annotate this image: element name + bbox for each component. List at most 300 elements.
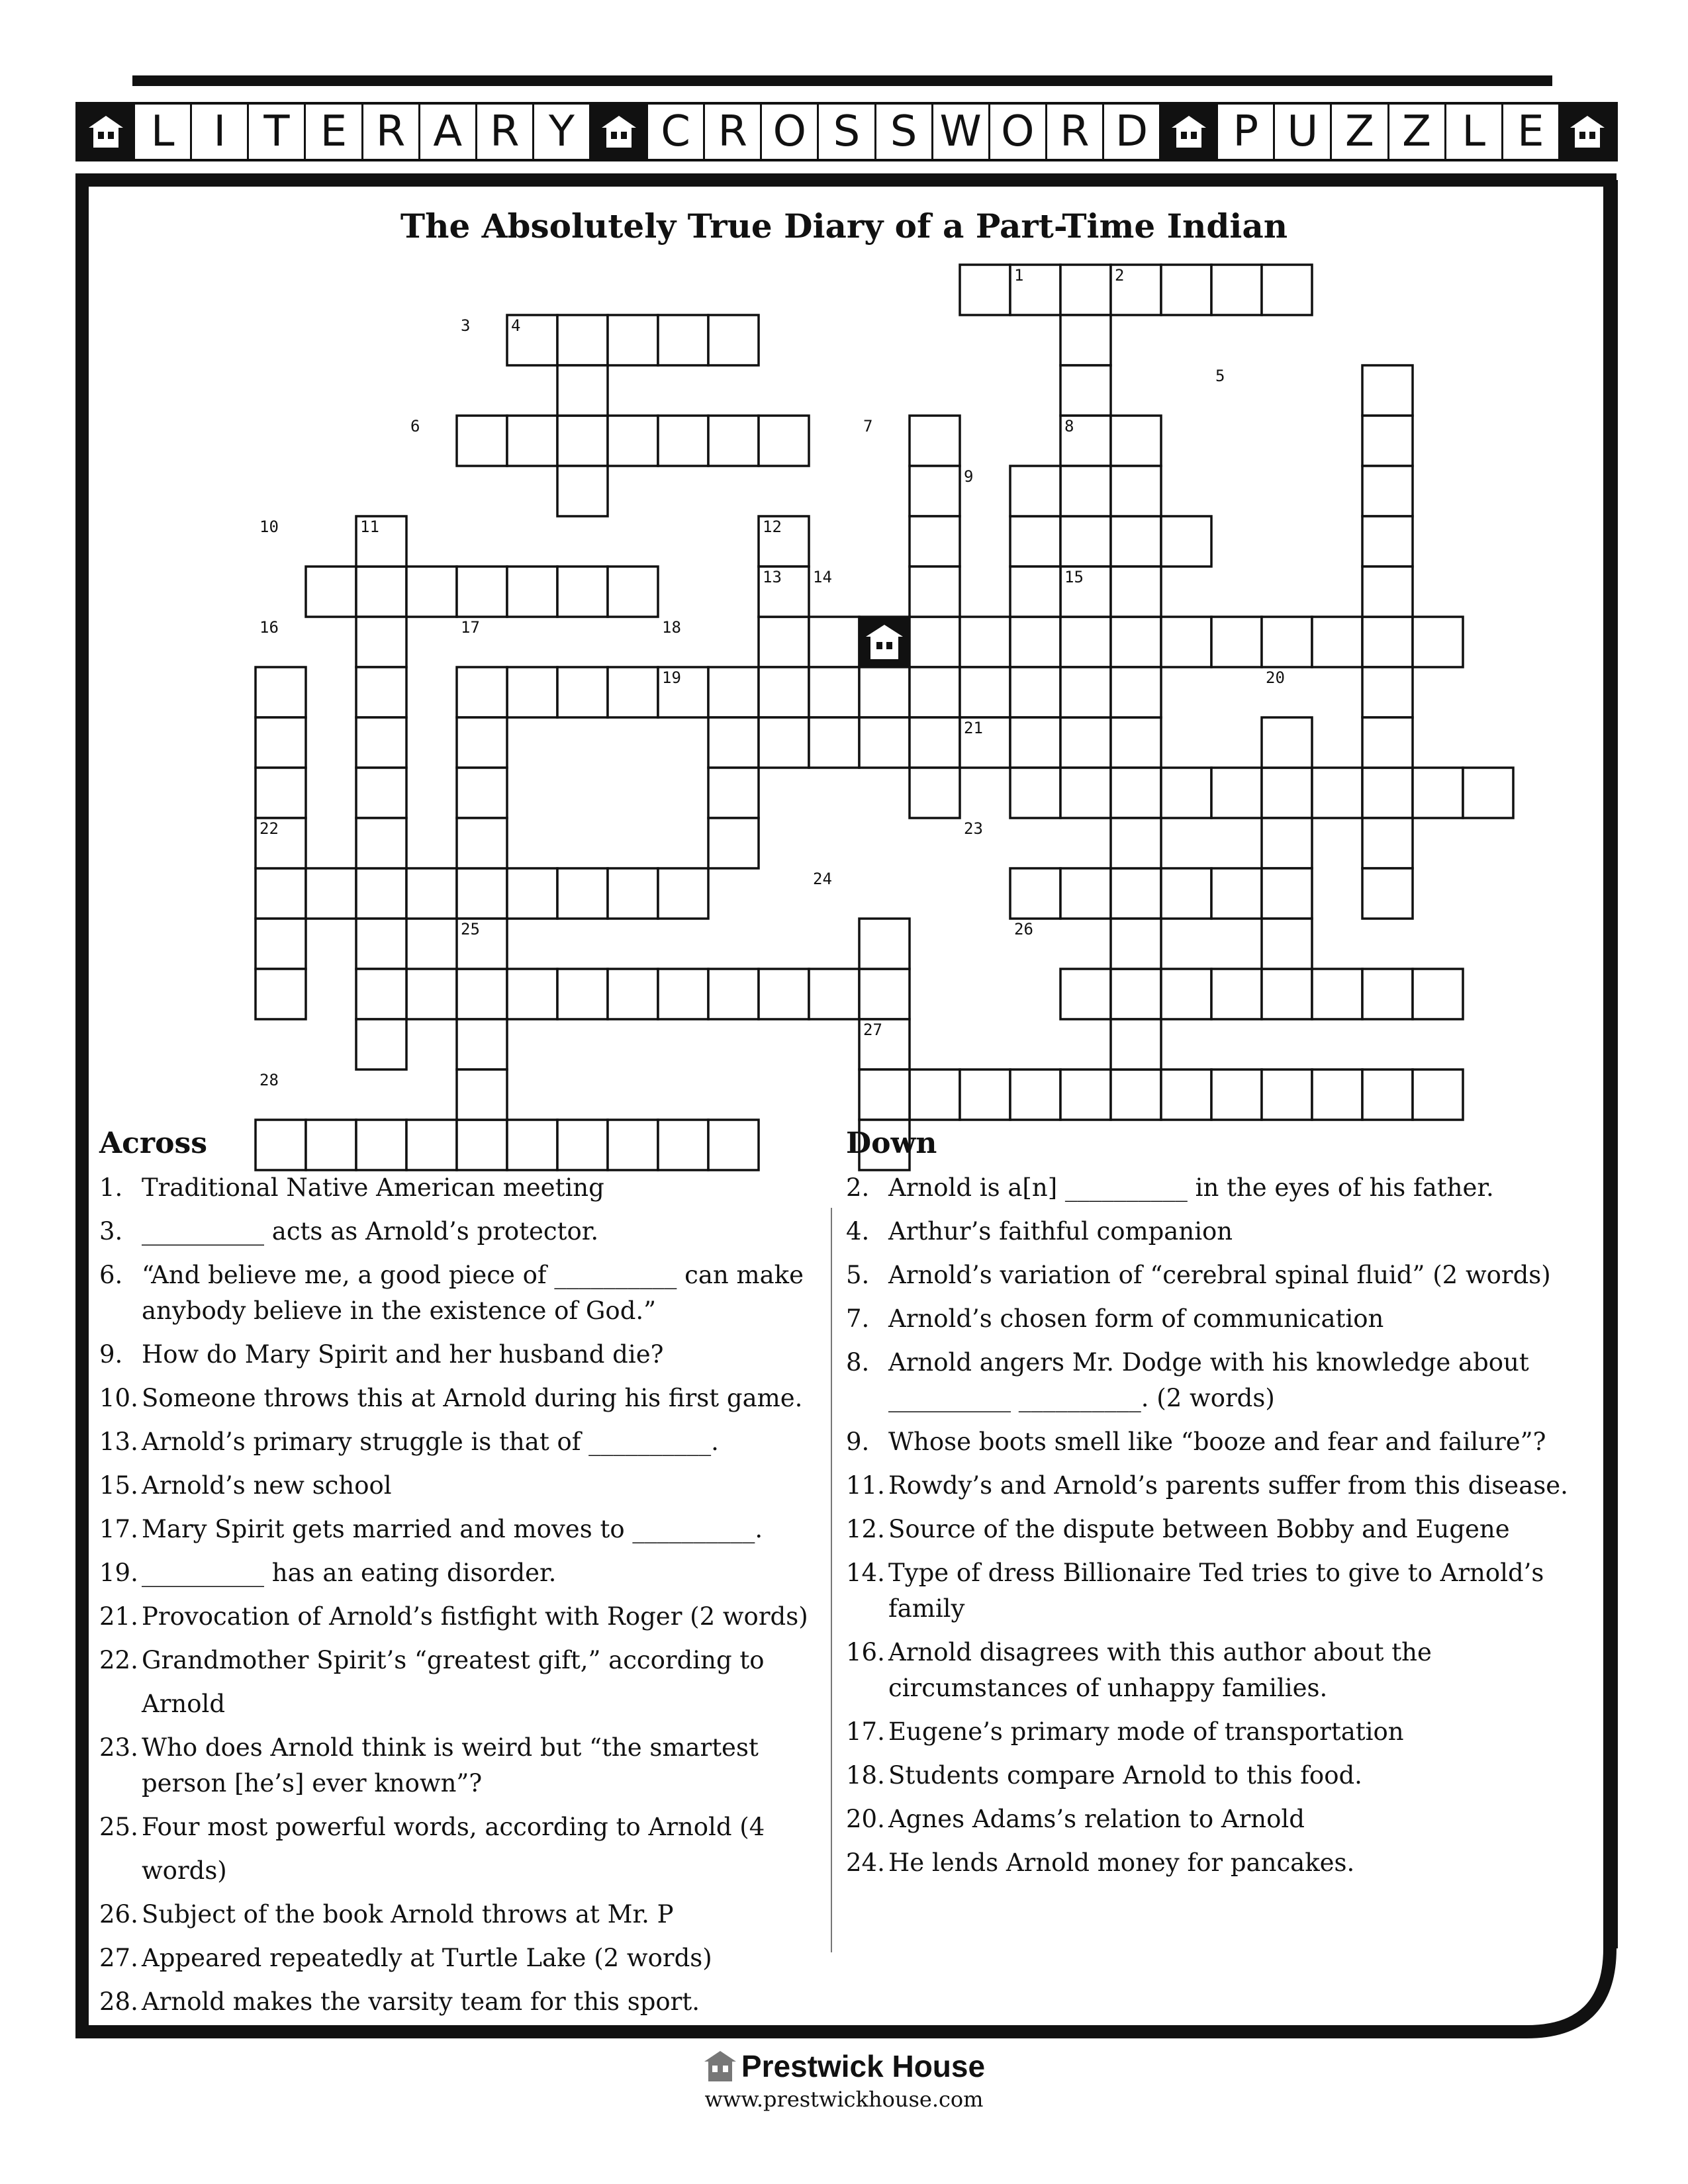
grid-cell[interactable]: [1111, 667, 1161, 717]
grid-cell[interactable]: [507, 416, 557, 466]
grid-cell[interactable]: [708, 667, 759, 717]
grid-cell[interactable]: [406, 868, 457, 919]
clue-text: Someone throws this at Arnold during his first game.: [142, 1384, 803, 1412]
grid-cell[interactable]: [1060, 1069, 1111, 1120]
grid-cell[interactable]: [1262, 768, 1312, 818]
grid-cell[interactable]: [1262, 717, 1312, 768]
grid-clue-number: 19: [662, 668, 681, 687]
grid-clue-number: 27: [863, 1021, 882, 1039]
grid-cell[interactable]: [1010, 567, 1060, 617]
clue-number: 25.: [99, 1813, 138, 1841]
down-clue: [846, 1508, 1574, 1551]
grid-cell[interactable]: [1111, 617, 1161, 667]
grid-cell[interactable]: [608, 567, 658, 617]
grid-clue-number: 21: [964, 719, 983, 737]
grid-cell[interactable]: [557, 567, 608, 617]
grid-cell[interactable]: [457, 717, 507, 768]
column-divider: [831, 1208, 832, 1952]
grid-cell[interactable]: [1111, 969, 1161, 1019]
grid-cell[interactable]: [1161, 516, 1211, 567]
grid-cell[interactable]: [1010, 617, 1060, 667]
grid-cell[interactable]: [406, 567, 457, 617]
grid-cell[interactable]: [759, 416, 809, 466]
footer-url[interactable]: www.prestwickhouse.com: [704, 2087, 984, 2112]
across-clue: [99, 1805, 814, 1893]
banner-letter: U: [1275, 105, 1332, 159]
grid-cell[interactable]: [1111, 919, 1161, 969]
clue-text: He lends Arnold money for pancakes.: [888, 1848, 1355, 1877]
banner-letter: R: [1047, 105, 1104, 159]
clue-text: Arthur’s faithful companion: [888, 1217, 1233, 1246]
grid-cell[interactable]: [1111, 1019, 1161, 1069]
grid-clue-number: 23: [964, 819, 983, 838]
grid-cell[interactable]: [859, 667, 910, 717]
clue-text: Agnes Adams’s relation to Arnold: [888, 1805, 1305, 1833]
grid-cell[interactable]: [1010, 516, 1060, 567]
clue-number: 22.: [99, 1646, 138, 1674]
banner-letter: R: [705, 105, 762, 159]
down-clue: [846, 1253, 1574, 1297]
grid-cell[interactable]: [557, 868, 608, 919]
grid-cell[interactable]: [256, 768, 306, 818]
grid-cell[interactable]: [859, 969, 910, 1019]
grid-cell[interactable]: [809, 617, 859, 667]
clue-number: 24.: [846, 1848, 885, 1877]
grid-cell[interactable]: [1262, 818, 1312, 868]
grid-clue-number: 12: [763, 518, 782, 536]
grid-cell[interactable]: [1111, 516, 1161, 567]
grid-cell[interactable]: [910, 567, 960, 617]
down-clue: [846, 1797, 1574, 1841]
clue-number: 17.: [99, 1515, 138, 1543]
grid-cell[interactable]: [1060, 717, 1111, 768]
grid-cell[interactable]: [1362, 717, 1413, 768]
clue-number: 10.: [99, 1384, 138, 1412]
clue-number: 7.: [846, 1304, 870, 1333]
banner-letter: O: [762, 105, 819, 159]
grid-cell[interactable]: [1362, 667, 1413, 717]
grid-cell[interactable]: [910, 617, 960, 667]
grid-cell[interactable]: [1111, 416, 1161, 466]
grid-cell[interactable]: [1262, 969, 1312, 1019]
grid-clue-number: 20: [1266, 668, 1285, 687]
clue-text: Arnold’s new school: [142, 1471, 392, 1500]
banner-letter: O: [990, 105, 1047, 159]
across-clue: [99, 1253, 814, 1333]
across-clue: [99, 1166, 814, 1210]
banner-letter: T: [249, 105, 306, 159]
clue-text: Subject of the book Arnold throws at Mr. P: [142, 1900, 674, 1929]
grid-cell[interactable]: [557, 315, 608, 365]
grid-cell[interactable]: [1060, 365, 1111, 416]
grid-cell[interactable]: [1211, 265, 1262, 315]
clue-text: Traditional Native American meeting: [142, 1173, 604, 1202]
grid-cell[interactable]: [1362, 466, 1413, 516]
grid-cell[interactable]: [256, 667, 306, 717]
grid-cell[interactable]: [1161, 617, 1211, 667]
grid-cell[interactable]: [1060, 617, 1111, 667]
grid-cell[interactable]: [406, 969, 457, 1019]
grid-cell[interactable]: [960, 1069, 1010, 1120]
grid-cell[interactable]: [1211, 617, 1262, 667]
grid-clue-number: 9: [964, 467, 974, 486]
grid-cell[interactable]: [356, 919, 406, 969]
grid-cell[interactable]: [859, 1069, 910, 1120]
clue-text: __________ acts as Arnold’s protector.: [142, 1217, 599, 1246]
grid-clue-number: 13: [763, 568, 782, 586]
grid-cell[interactable]: [507, 868, 557, 919]
grid-cell[interactable]: [1060, 868, 1111, 919]
grid-cell[interactable]: [658, 315, 708, 365]
grid-clue-number: 17: [461, 618, 480, 637]
clue-number: 2.: [846, 1173, 870, 1202]
grid-cell[interactable]: [1060, 466, 1111, 516]
clue-text: Arnold’s primary struggle is that of __________.: [142, 1428, 719, 1456]
across-clue: [99, 1595, 814, 1639]
grid-cell[interactable]: [608, 969, 658, 1019]
grid-cell[interactable]: [1362, 818, 1413, 868]
grid-cell[interactable]: [1312, 969, 1362, 1019]
grid-cell[interactable]: [1211, 1069, 1262, 1120]
grid-clue-number: 1: [1014, 266, 1024, 285]
grid-cell[interactable]: [910, 717, 960, 768]
grid-cell[interactable]: [1312, 768, 1362, 818]
grid-cell[interactable]: [1211, 868, 1262, 919]
grid-cell[interactable]: [557, 365, 608, 416]
grid-cell[interactable]: [306, 868, 356, 919]
grid-cell[interactable]: [809, 969, 859, 1019]
grid-cell[interactable]: [1111, 466, 1161, 516]
grid-cell[interactable]: [708, 969, 759, 1019]
grid-cell[interactable]: [457, 768, 507, 818]
grid-cell[interactable]: [1161, 868, 1211, 919]
across-clue: [99, 1464, 814, 1508]
grid-cell[interactable]: [859, 919, 910, 969]
banner-letter: R: [363, 105, 420, 159]
grid-cell[interactable]: [1010, 868, 1060, 919]
grid-cell[interactable]: [256, 868, 306, 919]
grid-cell[interactable]: [1413, 969, 1463, 1019]
clue-number: 6.: [99, 1261, 123, 1289]
across-heading: Across: [99, 1126, 208, 1160]
across-clue: [99, 1726, 814, 1805]
clue-text: Arnold makes the varsity team for this sport.: [142, 1987, 700, 2016]
grid-cell[interactable]: [1060, 969, 1111, 1019]
footer-brand[interactable]: [703, 2048, 985, 2084]
banner-letter: L: [135, 105, 192, 159]
grid-cell[interactable]: [910, 516, 960, 567]
grid-cell[interactable]: [1060, 516, 1111, 567]
clue-number: 17.: [846, 1717, 885, 1746]
grid-cell[interactable]: [256, 919, 306, 969]
down-clue: [846, 1710, 1574, 1754]
grid-cell[interactable]: [507, 969, 557, 1019]
grid-cell[interactable]: [809, 717, 859, 768]
banner-letter: D: [1104, 105, 1161, 159]
grid-cell[interactable]: [608, 667, 658, 717]
grid-cell[interactable]: [1312, 1069, 1362, 1120]
across-clues: [99, 1125, 814, 2024]
clue-text: How do Mary Spirit and her husband die?: [142, 1340, 664, 1369]
clue-text: Arnold’s variation of “cerebral spinal fluid” (2 words): [888, 1261, 1551, 1289]
grid-cell[interactable]: [1161, 265, 1211, 315]
grid-cell[interactable]: [457, 818, 507, 868]
clue-text: Arnold is a[n] __________ in the eyes of his father.: [888, 1173, 1494, 1202]
grid-cell[interactable]: [356, 567, 406, 617]
grid-clue-number: 15: [1064, 568, 1084, 586]
grid-cell[interactable]: [1312, 617, 1362, 667]
grid-clue-number: 26: [1014, 920, 1033, 938]
grid-clue-number: 8: [1064, 417, 1074, 435]
grid-clue-number: 14: [813, 568, 832, 586]
clue-number: 12.: [846, 1515, 885, 1543]
grid-cell[interactable]: [1161, 969, 1211, 1019]
clue-number: 19.: [99, 1559, 138, 1587]
grid-cell[interactable]: [1111, 818, 1161, 868]
grid-cell[interactable]: [708, 717, 759, 768]
clue-text: Eugene’s primary mode of transportation: [888, 1717, 1404, 1746]
grid-cell[interactable]: [457, 416, 507, 466]
clue-number: 9.: [99, 1340, 123, 1369]
across-clue: [99, 1420, 814, 1464]
grid-cell[interactable]: [1111, 1069, 1161, 1120]
grid-clue-number: 10: [259, 518, 279, 536]
grid-cell[interactable]: [1010, 667, 1060, 717]
banner-letter: W: [933, 105, 990, 159]
grid-cell[interactable]: [1010, 768, 1060, 818]
banner-letter: S: [876, 105, 933, 159]
grid-cell[interactable]: [557, 667, 608, 717]
grid-cell[interactable]: [457, 567, 507, 617]
clue-text: __________ has an eating disorder.: [142, 1559, 557, 1587]
grid-cell[interactable]: [960, 667, 1010, 717]
grid-clue-number: 16: [259, 618, 279, 637]
grid-cell[interactable]: [507, 667, 557, 717]
grid-clue-number: 28: [259, 1071, 279, 1089]
grid-cell[interactable]: [759, 969, 809, 1019]
grid-cell[interactable]: [708, 818, 759, 868]
grid-cell[interactable]: [960, 265, 1010, 315]
clue-number: 28.: [99, 1987, 138, 2016]
grid-cell[interactable]: [708, 315, 759, 365]
across-clue: [99, 1936, 814, 1980]
grid-cell[interactable]: [1413, 1069, 1463, 1120]
grid-cell[interactable]: [1463, 768, 1513, 818]
grid-clue-number: 11: [360, 518, 379, 536]
clue-number: 16.: [846, 1638, 885, 1666]
grid-cell[interactable]: [356, 617, 406, 667]
grid-cell[interactable]: [457, 868, 507, 919]
banner-letter: S: [819, 105, 876, 159]
grid-cell[interactable]: [356, 768, 406, 818]
grid-cell[interactable]: [1362, 416, 1413, 466]
clue-number: 20.: [846, 1805, 885, 1833]
grid-cell[interactable]: [859, 717, 910, 768]
clue-text: Appeared repeatedly at Turtle Lake (2 words): [142, 1944, 712, 1972]
grid-cell[interactable]: [1362, 365, 1413, 416]
grid-cell[interactable]: [1211, 969, 1262, 1019]
grid-cell[interactable]: [256, 717, 306, 768]
footer-brand-text: Prestwick House: [741, 2049, 986, 2083]
grid-cell[interactable]: [557, 969, 608, 1019]
grid-cell[interactable]: [910, 667, 960, 717]
grid-clue-number: 25: [461, 920, 480, 938]
banner-letter: P: [1218, 105, 1275, 159]
clue-text: Rowdy’s and Arnold’s parents suffer from this disease.: [888, 1471, 1568, 1500]
grid-cell[interactable]: [1010, 717, 1060, 768]
clue-text: Provocation of Arnold’s fistfight with Roger (2 words): [142, 1602, 808, 1631]
across-clue: [99, 1893, 814, 1936]
down-clue: [846, 1754, 1574, 1797]
grid-cell[interactable]: [1010, 1069, 1060, 1120]
across-clue: [99, 1508, 814, 1551]
grid-cell[interactable]: [608, 416, 658, 466]
grid-cell[interactable]: [356, 717, 406, 768]
grid-cell[interactable]: [1362, 617, 1413, 667]
grid-cell[interactable]: [1161, 1069, 1211, 1120]
across-clue: [99, 1377, 814, 1420]
grid-cell[interactable]: [1060, 265, 1111, 315]
grid-cell[interactable]: [1413, 768, 1463, 818]
down-clue: [846, 1341, 1574, 1420]
down-heading: Down: [846, 1126, 937, 1160]
clue-number: 23.: [99, 1733, 138, 1762]
grid-cell[interactable]: [1060, 667, 1111, 717]
clue-number: 11.: [846, 1471, 885, 1500]
grid-cell[interactable]: [960, 617, 1010, 667]
grid-cell[interactable]: [658, 416, 708, 466]
grid-cell[interactable]: [1060, 768, 1111, 818]
grid-cell[interactable]: [1362, 868, 1413, 919]
clue-number: 27.: [99, 1944, 138, 1972]
banner-letter: Y: [534, 105, 591, 159]
grid-cell[interactable]: [1111, 567, 1161, 617]
grid-clue-number: 22: [259, 819, 279, 838]
grid-cell[interactable]: [457, 667, 507, 717]
grid-cell[interactable]: [1060, 315, 1111, 365]
grid-cell[interactable]: [1362, 1069, 1413, 1120]
grid-cell[interactable]: [759, 717, 809, 768]
grid-cell[interactable]: [1362, 768, 1413, 818]
clue-text: Arnold angers Mr. Dodge with his knowledge about __________ __________. (2 words): [888, 1348, 1529, 1412]
grid-clue-number: 3: [461, 316, 471, 335]
banner-letter: E: [1503, 105, 1560, 159]
banner-letter: I: [192, 105, 249, 159]
clue-text: Arnold’s chosen form of communication: [888, 1304, 1384, 1333]
grid-cell[interactable]: [910, 768, 960, 818]
grid-clue-number: 2: [1115, 266, 1125, 285]
grid-cell[interactable]: [1211, 768, 1262, 818]
clue-number: 18.: [846, 1761, 885, 1790]
grid-cell[interactable]: [910, 416, 960, 466]
grid-cell[interactable]: [910, 1069, 960, 1120]
down-clue: [846, 1166, 1574, 1210]
across-clue: [99, 1639, 814, 1726]
banner-letter: A: [420, 105, 477, 159]
grid-cell[interactable]: [457, 1069, 507, 1120]
clue-number: 9.: [846, 1428, 870, 1456]
grid-cell[interactable]: [1111, 868, 1161, 919]
grid-cell[interactable]: [759, 667, 809, 717]
grid-cell[interactable]: [356, 818, 406, 868]
clue-text: Source of the dispute between Bobby and Eugene: [888, 1515, 1510, 1543]
grid-cell[interactable]: [356, 667, 406, 717]
grid-cell[interactable]: [457, 1019, 507, 1069]
footer: [0, 2048, 1688, 2112]
grid-cell[interactable]: [507, 567, 557, 617]
down-clue: [846, 1551, 1574, 1631]
grid-cell[interactable]: [1010, 466, 1060, 516]
grid-clue-number: 5: [1215, 367, 1225, 385]
clue-text: Students compare Arnold to this food.: [888, 1761, 1362, 1790]
down-clue: [846, 1464, 1574, 1508]
grid-cell[interactable]: [809, 667, 859, 717]
grid-cell[interactable]: [1362, 969, 1413, 1019]
grid-cell[interactable]: [1413, 617, 1463, 667]
clue-text: Type of dress Billionaire Ted tries to give to Arnold’s family: [888, 1559, 1544, 1623]
banner-letter: Z: [1389, 105, 1446, 159]
grid-cell[interactable]: [1362, 516, 1413, 567]
grid-cell[interactable]: [1161, 768, 1211, 818]
down-clue: [846, 1420, 1574, 1464]
banner-letter: L: [1446, 105, 1503, 159]
grid-cell[interactable]: [1262, 265, 1312, 315]
down-clue: [846, 1631, 1574, 1710]
down-clue: [846, 1841, 1574, 1885]
grid-cell[interactable]: [356, 1019, 406, 1069]
grid-cell[interactable]: [608, 868, 658, 919]
grid-cell[interactable]: [557, 416, 608, 466]
grid-cell[interactable]: [658, 868, 708, 919]
grid-cell[interactable]: [658, 969, 708, 1019]
clue-text: Arnold disagrees with this author about the circumstances of unhappy families.: [888, 1638, 1432, 1702]
grid-cell[interactable]: [759, 617, 809, 667]
across-clue: [99, 1210, 814, 1253]
grid-cell[interactable]: [557, 466, 608, 516]
across-clue: [99, 1551, 814, 1595]
grid-cell[interactable]: [457, 969, 507, 1019]
grid-cell[interactable]: [1262, 868, 1312, 919]
grid-cell[interactable]: [356, 868, 406, 919]
clue-number: 21.: [99, 1602, 138, 1631]
clue-number: 8.: [846, 1348, 870, 1377]
grid-cell[interactable]: [1111, 768, 1161, 818]
grid-cell[interactable]: [1111, 717, 1161, 768]
grid-clue-number: 18: [662, 618, 681, 637]
grid-cell[interactable]: [356, 969, 406, 1019]
clue-number: 4.: [846, 1217, 870, 1246]
grid-cell[interactable]: [1262, 617, 1312, 667]
grid-cell[interactable]: [910, 466, 960, 516]
clue-text: “And believe me, a good piece of __________ can make anybody believe in the existence of God.”: [142, 1261, 804, 1325]
clue-text: Whose boots smell like “booze and fear and failure”?: [888, 1428, 1546, 1456]
banner-letter: Z: [1332, 105, 1389, 159]
grid-clue-number: 4: [511, 316, 521, 335]
grid-cell[interactable]: [1362, 567, 1413, 617]
banner-letter: R: [477, 105, 534, 159]
grid-cell[interactable]: [306, 567, 356, 617]
prestwick-house-logo-icon: [703, 2050, 737, 2083]
grid-cell[interactable]: [1262, 1069, 1312, 1120]
grid-cell[interactable]: [608, 315, 658, 365]
grid-cell[interactable]: [256, 969, 306, 1019]
down-clues: [846, 1125, 1574, 1885]
down-clue: [846, 1210, 1574, 1253]
clue-number: 1.: [99, 1173, 123, 1202]
grid-cell[interactable]: [1262, 919, 1312, 969]
grid-cell[interactable]: [708, 768, 759, 818]
grid-cell[interactable]: [708, 416, 759, 466]
